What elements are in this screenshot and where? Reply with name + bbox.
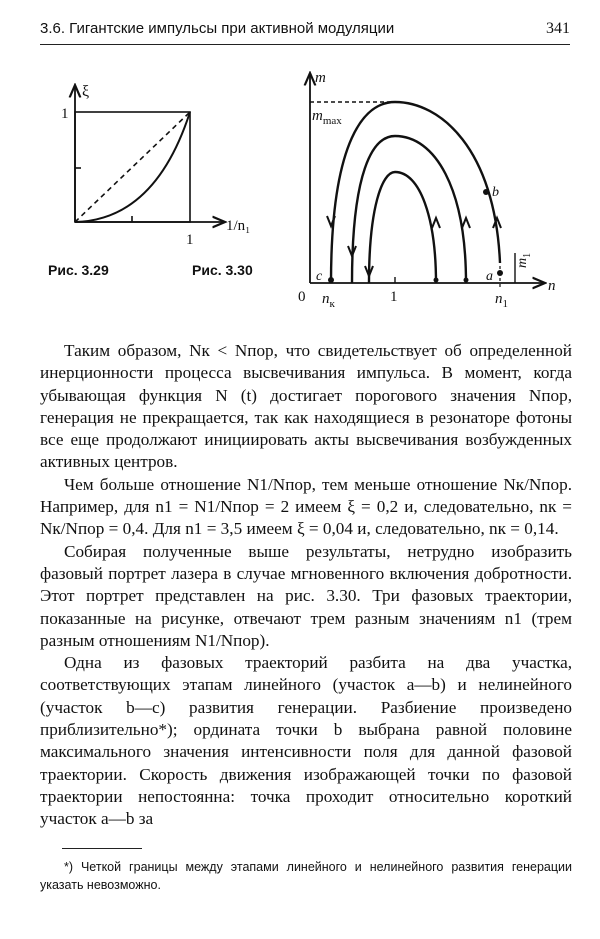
diagonal-dashed — [75, 112, 190, 222]
point-c-label: c — [316, 269, 323, 284]
xi-tick-1: 1 — [61, 106, 69, 122]
body-text — [40, 340, 572, 831]
paragraph: Чем больше отношение N1/Nпор, тем меньше отношение Nк/Nпор. Например, для n1 = N1/Nпор = 2 имеем ξ = 0,2 и, следовательно, nк = Nк/Nпор = 0,4. Для n1 = 3,5 имеем ξ = 0,04 и, следовательно, nк = 0,14. — [40, 474, 572, 539]
caption-fig-3-29: Рис. 3.29 — [48, 262, 109, 278]
m-max-label: $m_{max}$ — [312, 108, 342, 127]
paragraph: Собирая полученные выше результаты, нетрудно изобразить фазовый портрет лазера в случае мгновенного включения добротности. Этот портрет представлен на рис. 3.30. Три фазовых траектории, показанные на рисунке, отвечают трем разным значениям n1 (трем разным отношениям N1/Nпор). — [40, 541, 572, 650]
xi-axis-label: ξ — [82, 83, 90, 100]
x-tick-1: 1 — [186, 232, 194, 248]
paragraph: Одна из фазовых траекторий разбита на два участка, соответствующих этапам линейного (участок a—b) и нелинейного (участок b—c) развития генерации. Разбиение произведено приблизительно*); ордината точки b выбрана равной половине максимального значения интенсивности поля для данной фазовой траектории. Скорость движения изображающей точки по фазовой траектории непостоянна: точка проходит относительно короткий участок a—b за — [40, 653, 572, 829]
n1-label: $n_1$ — [495, 291, 508, 310]
point-a — [497, 270, 503, 276]
footnote: *) Четкой границы между этапами линейного и нелинейного развития генерации указать невозможно. — [40, 860, 572, 892]
m1-label: $m_1$ — [515, 252, 533, 268]
x-axis-label: 1/n₁ — [226, 218, 251, 234]
direction-arrow — [432, 218, 440, 228]
point-b — [483, 189, 489, 195]
trajectory-inner — [369, 172, 436, 283]
n-axis-label: n — [548, 278, 556, 294]
nk-label: $n_к$ — [322, 291, 335, 310]
figure-3-30 — [290, 68, 572, 320]
one-label: 1 — [390, 289, 398, 305]
trajectory-start — [434, 278, 439, 283]
direction-arrow — [462, 218, 470, 228]
caption-fig-3-30: Рис. 3.30 — [192, 262, 253, 278]
trajectory-outer — [331, 102, 500, 283]
page-number: 341 — [546, 20, 570, 37]
point-b-label: b — [492, 185, 499, 200]
figure-3-29 — [60, 80, 260, 255]
trajectory-start — [464, 278, 469, 283]
m-axis-label: m — [315, 70, 326, 86]
header-title: 3.6. Гигантские импульсы при активной модуляции — [40, 20, 395, 37]
origin-label: 0 — [298, 289, 306, 305]
paragraph: Таким образом, Nк < Nпор, что свидетельствует об определенной инерционности процесса высвечивания импульса. В момент, когда убывающая функция N (t) достигает порогового значения Nпор, генерация не прекращается, так как находящиеся в резонаторе фотоны все еще продолжают инициировать акты высвечивания возбужденных активных центров. — [40, 341, 572, 472]
point-a-label: a — [486, 269, 493, 284]
point-c — [328, 277, 334, 283]
footnote-rule — [62, 848, 142, 849]
running-header — [40, 20, 570, 45]
